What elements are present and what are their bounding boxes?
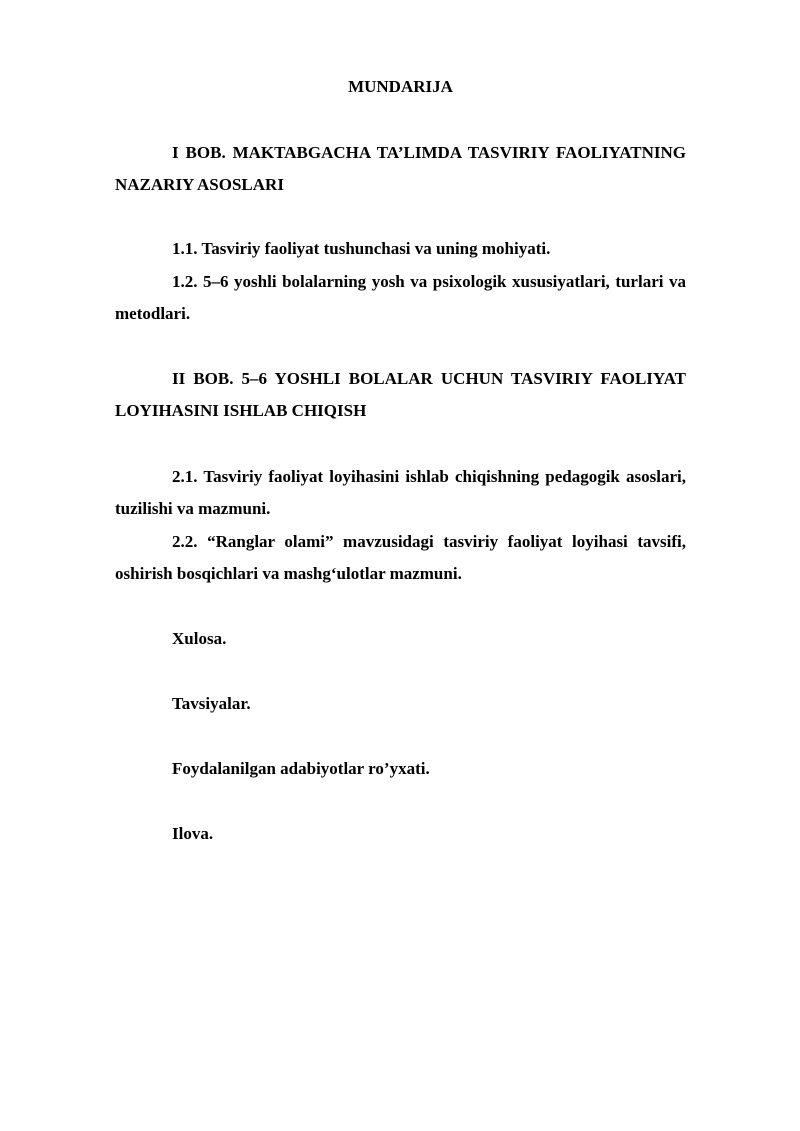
section-1-1: 1.1. Tasviriy faoliyat tushunchasi va uning mohiyati. [172,239,551,258]
chapter-2-heading: II BOB. 5–6 YOSHLI BOLALAR UCHUN TASVIRIY FAOLIYAT LOYIHASINI ISHLAB CHIQISH [115,369,686,420]
section-2-2: 2.2. “Ranglar olami” mavzusidagi tasviriy faoliyat loyihasi tavsifi, oshirish bosqichlari va mashg‘ulotlar mazmuni. [115,532,686,583]
document-page [115,0,686,1131]
conclusion-entry: Xulosa. [172,629,227,648]
chapter-1-heading: I BOB. MAKTABGACHA TA’LIMDA TASVIRIY FAOLIYATNING NAZARIY ASOSLARI [115,143,686,194]
references-entry: Foydalanilgan adabiyotlar ro’yxati. [172,759,430,778]
section-1-2: 1.2. 5–6 yoshli bolalarning yosh va psixologik xususiyatlari, turlari va metodlari. [115,272,686,323]
recommendations-entry: Tavsiyalar. [172,694,251,713]
section-2-1: 2.1. Tasviriy faoliyat loyihasini ishlab chiqishning pedagogik asoslari, tuzilishi va mazmuni. [115,467,686,518]
page-title: MUNDARIJA [348,77,453,96]
appendix-entry: Ilova. [172,824,214,843]
